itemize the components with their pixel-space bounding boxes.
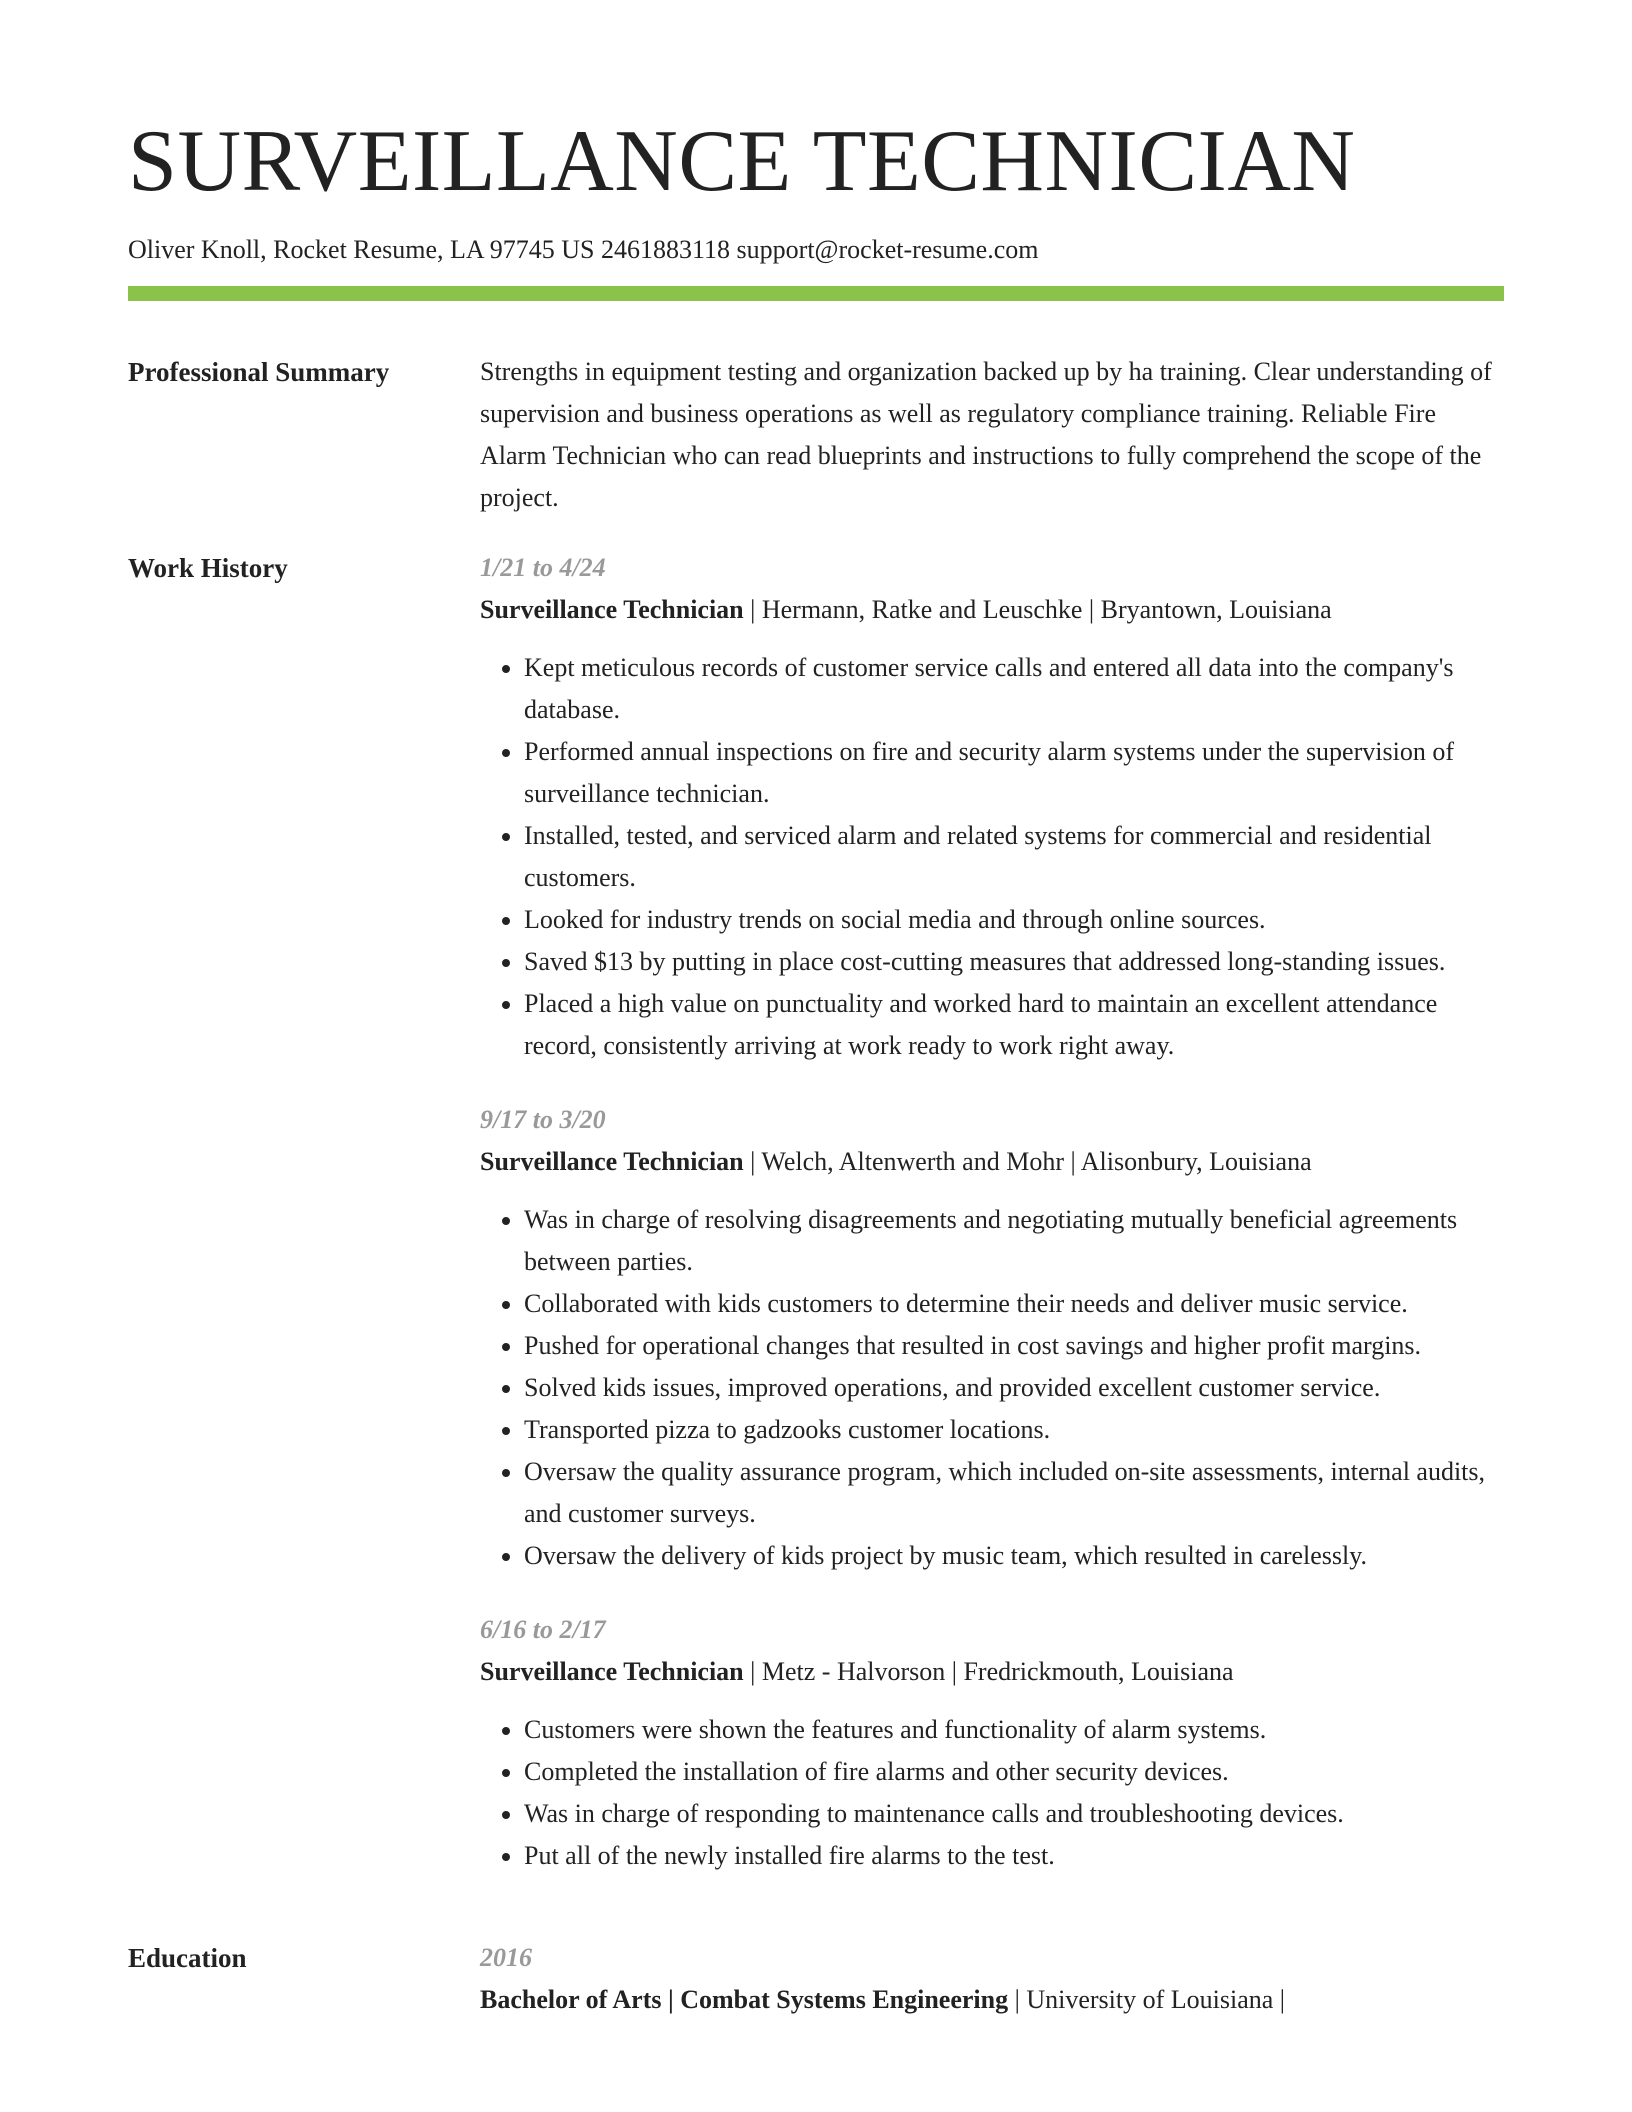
professional-summary-section <box>128 351 1504 519</box>
job-details: | Welch, Altenwerth and Mohr | Alisonbury, Louisiana <box>743 1147 1312 1176</box>
education-degree: Bachelor of Arts | Combat Systems Engineering <box>480 1985 1009 2014</box>
job-bullet: • Solved kids issues, improved operations, and provided excellent customer service. <box>524 1367 1504 1409</box>
section-title-work: Work History <box>128 553 288 583</box>
job-bullet: • Pushed for operational changes that resulted in cost savings and higher profit margins. <box>524 1325 1504 1367</box>
section-title-summary: Professional Summary <box>128 357 390 387</box>
job-bullets <box>480 1709 1504 1877</box>
job-bullet: • Was in charge of responding to maintenance calls and troubleshooting devices. <box>524 1793 1504 1835</box>
job-bullet: • Put all of the newly installed fire alarms to the test. <box>524 1835 1504 1877</box>
resume-sections <box>128 351 1504 2049</box>
job-bullet: • Completed the installation of fire alarms and other security devices. <box>524 1751 1504 1793</box>
education-dates: 2016 <box>480 1943 532 1972</box>
job-details: | Hermann, Ratke and Leuschke | Bryantown, Louisiana <box>743 595 1332 624</box>
work-history-section <box>128 547 1504 1909</box>
job-heading <box>480 1141 1504 1183</box>
job-bullet: • Oversaw the quality assurance program, which included on-site assessments, internal audits, and customer surveys. <box>524 1451 1504 1535</box>
job-heading <box>480 1651 1504 1693</box>
job-bullet: • Transported pizza to gadzooks customer locations. <box>524 1409 1504 1451</box>
job-bullet: • Was in charge of resolving disagreements and negotiating mutually beneficial agreements between parties. <box>524 1199 1504 1283</box>
job-entry <box>480 547 1504 1067</box>
job-bullet: • Kept meticulous records of customer service calls and entered all data into the company's database. <box>524 647 1504 731</box>
contact-line: Oliver Knoll, Rocket Resume, LA 97745 US 2461883118 support@rocket-resume.com <box>128 235 1039 264</box>
summary-text: Strengths in equipment testing and organization backed up by ha training. Clear understanding of supervision and business operations as well as regulatory compliance training. Reliable Fire Alarm Technician who can read blueprints and instructions to fully comprehend the scope of the project. <box>480 357 1492 512</box>
job-dates: 1/21 to 4/24 <box>480 553 606 582</box>
job-bullet: • Installed, tested, and serviced alarm and related systems for commercial and residential customers. <box>524 815 1504 899</box>
job-bullet: • Looked for industry trends on social media and through online sources. <box>524 899 1504 941</box>
section-title-education: Education <box>128 1943 247 1973</box>
resume-title: SURVEILLANCE TECHNICIAN <box>128 113 1356 210</box>
job-bullet: • Saved $13 by putting in place cost-cutting measures that addressed long-standing issues. <box>524 941 1504 983</box>
job-role: Surveillance Technician <box>480 595 744 624</box>
job-dates: 9/17 to 3/20 <box>480 1105 606 1134</box>
job-bullet: • Collaborated with kids customers to determine their needs and deliver music service. <box>524 1283 1504 1325</box>
education-school: | University of Louisiana | <box>1008 1985 1285 2014</box>
job-bullet: • Oversaw the delivery of kids project by music team, which resulted in carelessly. <box>524 1535 1504 1577</box>
job-bullets <box>480 647 1504 1067</box>
job-bullets <box>480 1199 1504 1577</box>
work-history-list <box>480 547 1504 1909</box>
job-dates: 6/16 to 2/17 <box>480 1615 606 1644</box>
job-role: Surveillance Technician <box>480 1657 744 1686</box>
job-entry <box>480 1099 1504 1577</box>
job-heading <box>480 589 1504 631</box>
job-role: Surveillance Technician <box>480 1147 744 1176</box>
job-details: | Metz - Halvorson | Fredrickmouth, Louisiana <box>743 1657 1234 1686</box>
job-bullet: • Customers were shown the features and functionality of alarm systems. <box>524 1709 1504 1751</box>
education-entry <box>480 1937 1504 2021</box>
education-section <box>128 1937 1504 2021</box>
job-bullet: • Performed annual inspections on fire and security alarm systems under the supervision of surveillance technician. <box>524 731 1504 815</box>
education-heading <box>480 1979 1504 2021</box>
accent-divider <box>128 286 1504 301</box>
job-bullet: • Placed a high value on punctuality and worked hard to maintain an excellent attendance record, consistently arriving at work ready to work right away. <box>524 983 1504 1067</box>
job-entry <box>480 1609 1504 1877</box>
